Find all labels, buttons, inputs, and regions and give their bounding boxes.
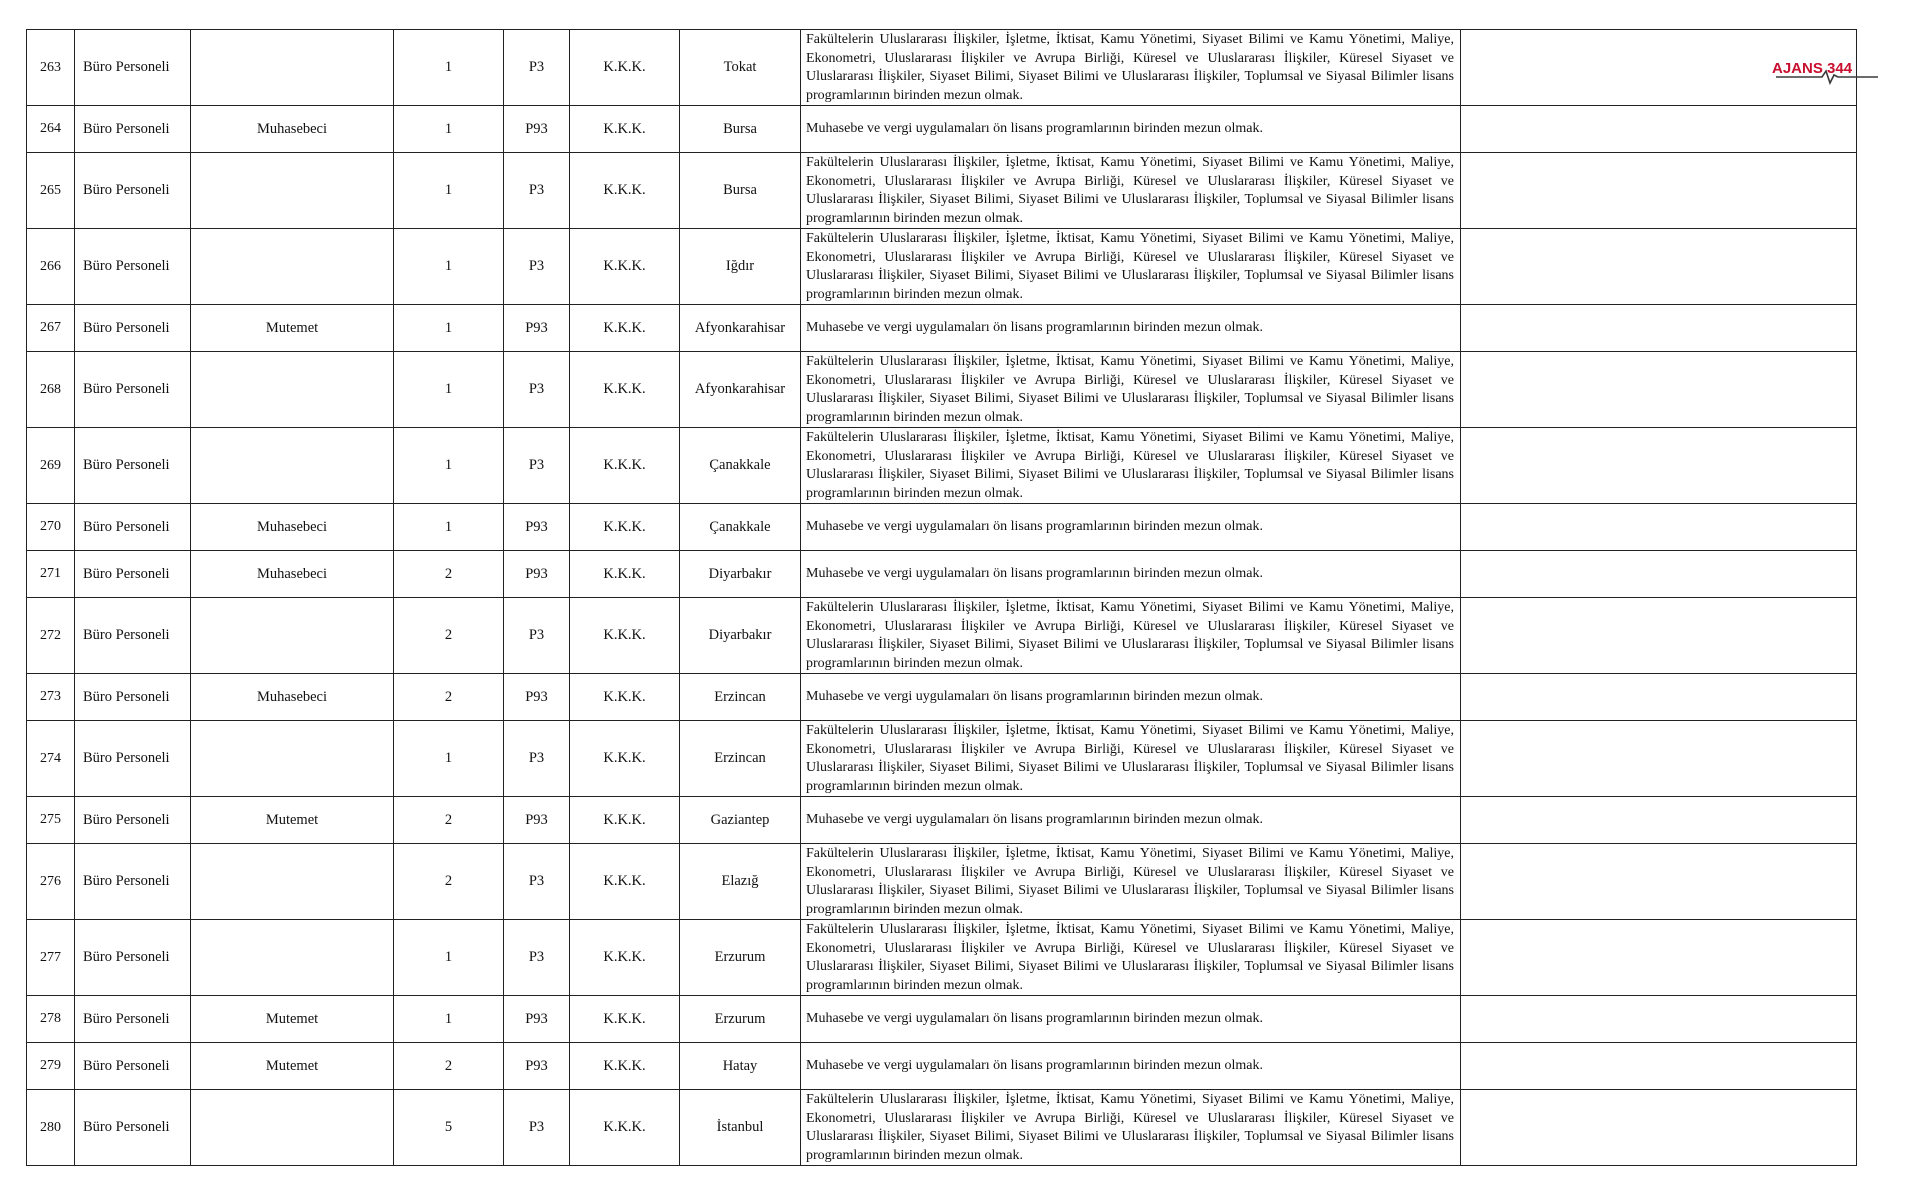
quota-count-cell: 1 — [394, 229, 504, 305]
position-cell: Muhasebeci — [191, 674, 394, 721]
table-row — [27, 352, 1857, 428]
job-title-cell: Büro Personeli — [75, 797, 191, 844]
table-row — [27, 30, 1857, 106]
requirement-cell: Fakültelerin Uluslararası İlişkiler, İşletme, İktisat, Kamu Yönetimi, Siyaset Bilimi ve Kamu Yönetimi, Maliye, Ekonometri, Uluslararası İlişkiler ve Avrupa Birliği, Küresel ve Uluslararası İlişkiler, Küresel Siyaset ve Uluslararası İlişkiler, Siyaset Bilimi, Siyaset Bilimi ve Uluslararası İlişkiler, Toplumsal ve Siyasal Bilimler lisans programlarının birinden mezun olmak. — [801, 30, 1461, 106]
quota-count-cell: 2 — [394, 674, 504, 721]
table-row — [27, 504, 1857, 551]
table-row — [27, 797, 1857, 844]
notes-cell — [1461, 996, 1857, 1043]
city-cell: Afyonkarahisar — [680, 305, 801, 352]
notes-cell — [1461, 153, 1857, 229]
ajans-344-logo — [1772, 52, 1882, 92]
city-cell: Diyarbakır — [680, 598, 801, 674]
row-number-cell: 274 — [27, 721, 75, 797]
city-cell: Çanakkale — [680, 428, 801, 504]
kpss-score-type-cell: P93 — [504, 551, 570, 598]
kpss-score-type-cell: P3 — [504, 920, 570, 996]
city-cell: Diyarbakır — [680, 551, 801, 598]
requirement-cell: Muhasebe ve vergi uygulamaları ön lisans programlarının birinden mezun olmak. — [801, 305, 1461, 352]
row-number-cell: 265 — [27, 153, 75, 229]
position-cell — [191, 598, 394, 674]
quota-count-cell: 1 — [394, 721, 504, 797]
unit-cell: K.K.K. — [570, 30, 680, 106]
table-row — [27, 598, 1857, 674]
quota-count-cell: 2 — [394, 844, 504, 920]
city-cell: Erzincan — [680, 721, 801, 797]
row-number-cell: 278 — [27, 996, 75, 1043]
kpss-score-type-cell: P3 — [504, 721, 570, 797]
table-row — [27, 996, 1857, 1043]
notes-cell — [1461, 1043, 1857, 1090]
job-title-cell: Büro Personeli — [75, 30, 191, 106]
job-title-cell: Büro Personeli — [75, 598, 191, 674]
kpss-score-type-cell: P3 — [504, 153, 570, 229]
quota-count-cell: 2 — [394, 1043, 504, 1090]
job-title-cell: Büro Personeli — [75, 844, 191, 920]
position-cell: Muhasebeci — [191, 551, 394, 598]
position-cell — [191, 844, 394, 920]
job-title-cell: Büro Personeli — [75, 721, 191, 797]
table-row — [27, 1090, 1857, 1166]
requirement-cell: Fakültelerin Uluslararası İlişkiler, İşletme, İktisat, Kamu Yönetimi, Siyaset Bilimi ve Kamu Yönetimi, Maliye, Ekonometri, Uluslararası İlişkiler ve Avrupa Birliği, Küresel ve Uluslararası İlişkiler, Küresel Siyaset ve Uluslararası İlişkiler, Siyaset Bilimi, Siyaset Bilimi ve Uluslararası İlişkiler, Toplumsal ve Siyasal Bilimler lisans programlarının birinden mezun olmak. — [801, 352, 1461, 428]
quota-count-cell: 1 — [394, 153, 504, 229]
notes-cell — [1461, 551, 1857, 598]
position-cell — [191, 1090, 394, 1166]
job-title-cell: Büro Personeli — [75, 996, 191, 1043]
unit-cell: K.K.K. — [570, 305, 680, 352]
unit-cell: K.K.K. — [570, 504, 680, 551]
city-cell: Erzurum — [680, 996, 801, 1043]
city-cell: Elazığ — [680, 844, 801, 920]
table-body — [27, 30, 1857, 1166]
table-row — [27, 551, 1857, 598]
requirement-cell: Muhasebe ve vergi uygulamaları ön lisans programlarının birinden mezun olmak. — [801, 551, 1461, 598]
city-cell: Hatay — [680, 1043, 801, 1090]
job-title-cell: Büro Personeli — [75, 920, 191, 996]
city-cell: Çanakkale — [680, 504, 801, 551]
quota-count-cell: 5 — [394, 1090, 504, 1166]
position-cell — [191, 352, 394, 428]
row-number-cell: 280 — [27, 1090, 75, 1166]
kpss-score-type-cell: P93 — [504, 305, 570, 352]
unit-cell: K.K.K. — [570, 1043, 680, 1090]
notes-cell — [1461, 674, 1857, 721]
row-number-cell: 272 — [27, 598, 75, 674]
job-title-cell: Büro Personeli — [75, 551, 191, 598]
table-row — [27, 721, 1857, 797]
quota-count-cell: 1 — [394, 504, 504, 551]
position-cell: Mutemet — [191, 305, 394, 352]
table-row — [27, 106, 1857, 153]
position-cell: Muhasebeci — [191, 504, 394, 551]
row-number-cell: 273 — [27, 674, 75, 721]
requirement-cell: Fakültelerin Uluslararası İlişkiler, İşletme, İktisat, Kamu Yönetimi, Siyaset Bilimi ve Kamu Yönetimi, Maliye, Ekonometri, Uluslararası İlişkiler ve Avrupa Birliği, Küresel ve Uluslararası İlişkiler, Küresel Siyaset ve Uluslararası İlişkiler, Siyaset Bilimi, Siyaset Bilimi ve Uluslararası İlişkiler, Toplumsal ve Siyasal Bilimler lisans programlarının birinden mezun olmak. — [801, 598, 1461, 674]
position-cell — [191, 721, 394, 797]
requirement-cell: Fakültelerin Uluslararası İlişkiler, İşletme, İktisat, Kamu Yönetimi, Siyaset Bilimi ve Kamu Yönetimi, Maliye, Ekonometri, Uluslararası İlişkiler ve Avrupa Birliği, Küresel ve Uluslararası İlişkiler, Küresel Siyaset ve Uluslararası İlişkiler, Siyaset Bilimi, Siyaset Bilimi ve Uluslararası İlişkiler, Toplumsal ve Siyasal Bilimler lisans programlarının birinden mezun olmak. — [801, 920, 1461, 996]
row-number-cell: 267 — [27, 305, 75, 352]
position-cell: Mutemet — [191, 1043, 394, 1090]
requirement-cell: Fakültelerin Uluslararası İlişkiler, İşletme, İktisat, Kamu Yönetimi, Siyaset Bilimi ve Kamu Yönetimi, Maliye, Ekonometri, Uluslararası İlişkiler ve Avrupa Birliği, Küresel ve Uluslararası İlişkiler, Küresel Siyaset ve Uluslararası İlişkiler, Siyaset Bilimi, Siyaset Bilimi ve Uluslararası İlişkiler, Toplumsal ve Siyasal Bilimler lisans programlarının birinden mezun olmak. — [801, 721, 1461, 797]
notes-cell — [1461, 721, 1857, 797]
kpss-score-type-cell: P3 — [504, 844, 570, 920]
job-title-cell: Büro Personeli — [75, 229, 191, 305]
city-cell: Gaziantep — [680, 797, 801, 844]
unit-cell: K.K.K. — [570, 229, 680, 305]
row-number-cell: 269 — [27, 428, 75, 504]
kpss-score-type-cell: P3 — [504, 352, 570, 428]
row-number-cell: 276 — [27, 844, 75, 920]
position-cell: Muhasebeci — [191, 106, 394, 153]
job-title-cell: Büro Personeli — [75, 674, 191, 721]
job-title-cell: Büro Personeli — [75, 1090, 191, 1166]
notes-cell — [1461, 106, 1857, 153]
requirement-cell: Muhasebe ve vergi uygulamaları ön lisans programlarının birinden mezun olmak. — [801, 797, 1461, 844]
quota-count-cell: 2 — [394, 598, 504, 674]
quota-count-cell: 1 — [394, 920, 504, 996]
unit-cell: K.K.K. — [570, 721, 680, 797]
notes-cell — [1461, 797, 1857, 844]
requirement-cell: Muhasebe ve vergi uygulamaları ön lisans programlarının birinden mezun olmak. — [801, 106, 1461, 153]
unit-cell: K.K.K. — [570, 551, 680, 598]
requirement-cell: Fakültelerin Uluslararası İlişkiler, İşletme, İktisat, Kamu Yönetimi, Siyaset Bilimi ve Kamu Yönetimi, Maliye, Ekonometri, Uluslararası İlişkiler ve Avrupa Birliği, Küresel ve Uluslararası İlişkiler, Küresel Siyaset ve Uluslararası İlişkiler, Siyaset Bilimi, Siyaset Bilimi ve Uluslararası İlişkiler, Toplumsal ve Siyasal Bilimler lisans programlarının birinden mezun olmak. — [801, 153, 1461, 229]
job-title-cell: Büro Personeli — [75, 504, 191, 551]
job-title-cell: Büro Personeli — [75, 305, 191, 352]
table-row — [27, 229, 1857, 305]
quota-count-cell: 1 — [394, 30, 504, 106]
row-number-cell: 266 — [27, 229, 75, 305]
kpss-score-type-cell: P3 — [504, 1090, 570, 1166]
city-cell: Erzincan — [680, 674, 801, 721]
row-number-cell: 279 — [27, 1043, 75, 1090]
row-number-cell: 271 — [27, 551, 75, 598]
unit-cell: K.K.K. — [570, 996, 680, 1043]
position-cell — [191, 30, 394, 106]
quota-count-cell: 2 — [394, 551, 504, 598]
row-number-cell: 277 — [27, 920, 75, 996]
notes-cell — [1461, 844, 1857, 920]
quota-count-cell: 1 — [394, 106, 504, 153]
notes-cell — [1461, 504, 1857, 551]
unit-cell: K.K.K. — [570, 844, 680, 920]
unit-cell: K.K.K. — [570, 674, 680, 721]
kpss-score-type-cell: P93 — [504, 674, 570, 721]
position-cell — [191, 920, 394, 996]
requirement-cell: Fakültelerin Uluslararası İlişkiler, İşletme, İktisat, Kamu Yönetimi, Siyaset Bilimi ve Kamu Yönetimi, Maliye, Ekonometri, Uluslararası İlişkiler ve Avrupa Birliği, Küresel ve Uluslararası İlişkiler, Küresel Siyaset ve Uluslararası İlişkiler, Siyaset Bilimi, Siyaset Bilimi ve Uluslararası İlişkiler, Toplumsal ve Siyasal Bilimler lisans programlarının birinden mezun olmak. — [801, 229, 1461, 305]
table-row — [27, 1043, 1857, 1090]
kpss-score-type-cell: P93 — [504, 996, 570, 1043]
table-row — [27, 305, 1857, 352]
position-cell — [191, 153, 394, 229]
city-cell: Bursa — [680, 153, 801, 229]
unit-cell: K.K.K. — [570, 153, 680, 229]
notes-cell — [1461, 428, 1857, 504]
requirement-cell: Fakültelerin Uluslararası İlişkiler, İşletme, İktisat, Kamu Yönetimi, Siyaset Bilimi ve Kamu Yönetimi, Maliye, Ekonometri, Uluslararası İlişkiler ve Avrupa Birliği, Küresel ve Uluslararası İlişkiler, Küresel Siyaset ve Uluslararası İlişkiler, Siyaset Bilimi, Siyaset Bilimi ve Uluslararası İlişkiler, Toplumsal ve Siyasal Bilimler lisans programlarının birinden mezun olmak. — [801, 1090, 1461, 1166]
city-cell: Bursa — [680, 106, 801, 153]
requirement-cell: Fakültelerin Uluslararası İlişkiler, İşletme, İktisat, Kamu Yönetimi, Siyaset Bilimi ve Kamu Yönetimi, Maliye, Ekonometri, Uluslararası İlişkiler ve Avrupa Birliği, Küresel ve Uluslararası İlişkiler, Küresel Siyaset ve Uluslararası İlişkiler, Siyaset Bilimi, Siyaset Bilimi ve Uluslararası İlişkiler, Toplumsal ve Siyasal Bilimler lisans programlarının birinden mezun olmak. — [801, 428, 1461, 504]
job-title-cell: Büro Personeli — [75, 106, 191, 153]
row-number-cell: 268 — [27, 352, 75, 428]
unit-cell: K.K.K. — [570, 352, 680, 428]
job-title-cell: Büro Personeli — [75, 1043, 191, 1090]
unit-cell: K.K.K. — [570, 428, 680, 504]
table-row — [27, 674, 1857, 721]
table-row — [27, 920, 1857, 996]
row-number-cell: 263 — [27, 30, 75, 106]
unit-cell: K.K.K. — [570, 920, 680, 996]
requirement-cell: Muhasebe ve vergi uygulamaları ön lisans programlarının birinden mezun olmak. — [801, 1043, 1461, 1090]
kpss-score-type-cell: P93 — [504, 106, 570, 153]
notes-cell — [1461, 920, 1857, 996]
kpss-score-type-cell: P3 — [504, 428, 570, 504]
kpss-score-type-cell: P93 — [504, 1043, 570, 1090]
city-cell: Afyonkarahisar — [680, 352, 801, 428]
unit-cell: K.K.K. — [570, 598, 680, 674]
row-number-cell: 275 — [27, 797, 75, 844]
kpss-score-type-cell: P93 — [504, 797, 570, 844]
kpss-score-type-cell: P93 — [504, 504, 570, 551]
city-cell: Tokat — [680, 30, 801, 106]
job-title-cell: Büro Personeli — [75, 352, 191, 428]
position-cell: Mutemet — [191, 996, 394, 1043]
quota-count-cell: 1 — [394, 352, 504, 428]
logo-text: AJANS 344 — [1772, 60, 1853, 77]
job-title-cell: Büro Personeli — [75, 428, 191, 504]
unit-cell: K.K.K. — [570, 797, 680, 844]
city-cell: Erzurum — [680, 920, 801, 996]
table-row — [27, 153, 1857, 229]
notes-cell — [1461, 352, 1857, 428]
kpss-score-type-cell: P3 — [504, 30, 570, 106]
notes-cell — [1461, 305, 1857, 352]
requirement-cell: Muhasebe ve vergi uygulamaları ön lisans programlarının birinden mezun olmak. — [801, 674, 1461, 721]
requirement-cell: Fakültelerin Uluslararası İlişkiler, İşletme, İktisat, Kamu Yönetimi, Siyaset Bilimi ve Kamu Yönetimi, Maliye, Ekonometri, Uluslararası İlişkiler ve Avrupa Birliği, Küresel ve Uluslararası İlişkiler, Küresel Siyaset ve Uluslararası İlişkiler, Siyaset Bilimi, Siyaset Bilimi ve Uluslararası İlişkiler, Toplumsal ve Siyasal Bilimler lisans programlarının birinden mezun olmak. — [801, 844, 1461, 920]
table-row — [27, 428, 1857, 504]
quota-count-cell: 1 — [394, 305, 504, 352]
position-cell: Mutemet — [191, 797, 394, 844]
quota-count-cell: 1 — [394, 996, 504, 1043]
notes-cell — [1461, 598, 1857, 674]
requirement-cell: Muhasebe ve vergi uygulamaları ön lisans programlarının birinden mezun olmak. — [801, 504, 1461, 551]
notes-cell — [1461, 229, 1857, 305]
unit-cell: K.K.K. — [570, 1090, 680, 1166]
table-row — [27, 844, 1857, 920]
positions-table — [26, 29, 1857, 1166]
position-cell — [191, 428, 394, 504]
quota-count-cell: 1 — [394, 428, 504, 504]
requirement-cell: Muhasebe ve vergi uygulamaları ön lisans programlarının birinden mezun olmak. — [801, 996, 1461, 1043]
row-number-cell: 270 — [27, 504, 75, 551]
job-title-cell: Büro Personeli — [75, 153, 191, 229]
kpss-score-type-cell: P3 — [504, 229, 570, 305]
row-number-cell: 264 — [27, 106, 75, 153]
quota-count-cell: 2 — [394, 797, 504, 844]
city-cell: İstanbul — [680, 1090, 801, 1166]
notes-cell — [1461, 1090, 1857, 1166]
city-cell: Iğdır — [680, 229, 801, 305]
kpss-score-type-cell: P3 — [504, 598, 570, 674]
position-cell — [191, 229, 394, 305]
unit-cell: K.K.K. — [570, 106, 680, 153]
